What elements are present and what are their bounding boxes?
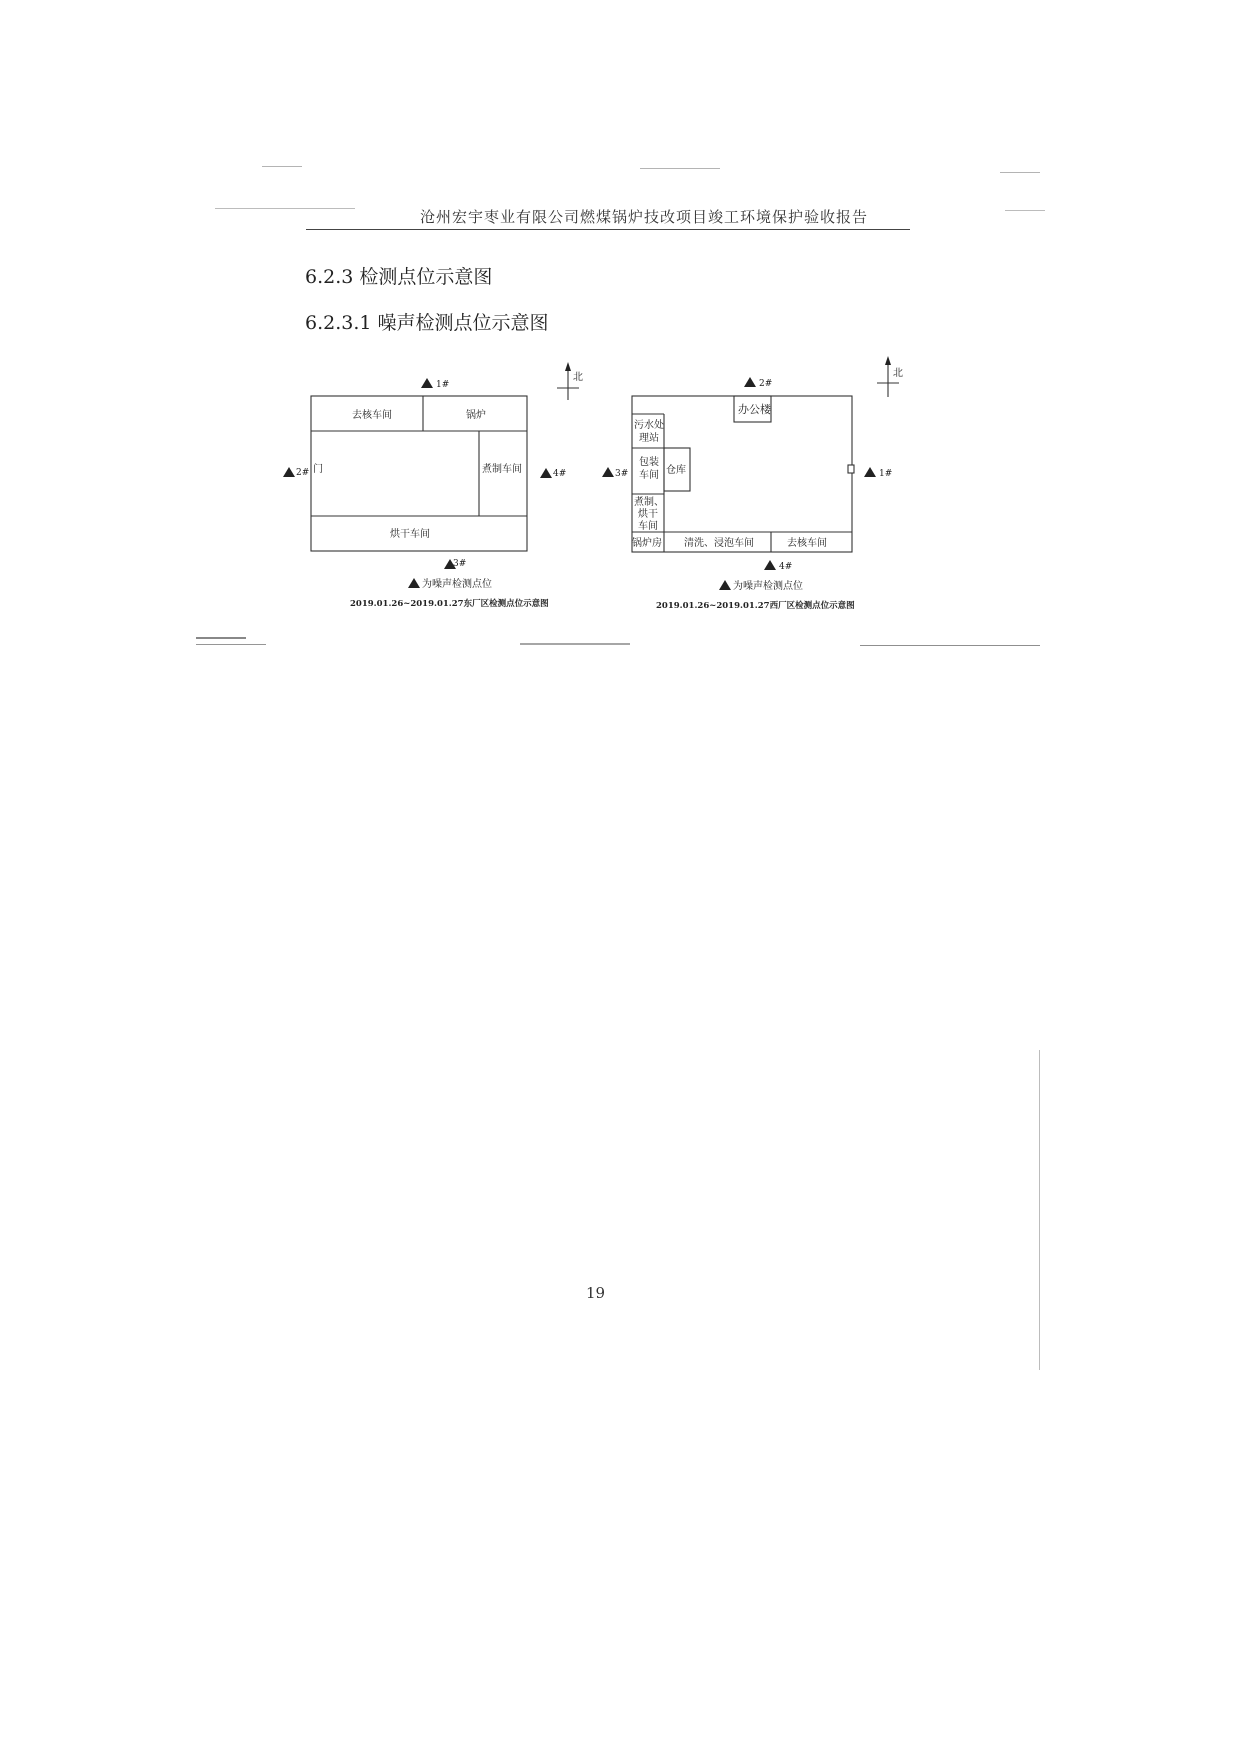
triangle-marker-icon <box>744 377 756 387</box>
room-label: 煮制、 <box>634 497 664 508</box>
point-label: 1# <box>879 469 893 479</box>
triangle-marker-icon <box>719 580 731 590</box>
legend-text: 为噪声检测点位 <box>733 581 803 592</box>
north-label: 北 <box>893 368 903 379</box>
room-label: 去核车间 <box>352 410 392 421</box>
room-label: 烘干 <box>638 509 658 520</box>
point-label: 3# <box>615 469 629 479</box>
room-label: 清洗、浸泡车间 <box>684 538 754 549</box>
triangle-marker-icon <box>283 467 295 477</box>
east-plant-diagram <box>311 360 899 552</box>
triangle-marker-icon <box>864 467 876 477</box>
point-label: 1# <box>436 380 450 390</box>
legend-text: 为噪声检测点位 <box>422 579 492 590</box>
room-label: 办公楼 <box>738 403 771 416</box>
room-label: 车间 <box>638 521 658 532</box>
room-label: 锅炉房 <box>632 538 662 549</box>
point-label: 2# <box>296 468 310 478</box>
noise-monitoring-diagrams <box>0 0 1240 700</box>
room-label: 理站 <box>639 433 659 444</box>
point-label: 4# <box>779 562 793 572</box>
room-label: 煮制车间 <box>482 464 522 475</box>
subsection-heading: 6.2.3.1 噪声检测点位示意图 <box>305 312 549 334</box>
point-label: 4# <box>553 469 567 479</box>
west-site-boundary <box>632 396 852 552</box>
north-arrowhead-icon <box>565 362 571 371</box>
triangle-marker-icon <box>602 467 614 477</box>
room-label: 包装 <box>639 457 659 468</box>
page-number: 19 <box>586 1284 606 1302</box>
room-label: 污水处 <box>634 420 664 431</box>
point-label: 3# <box>453 559 467 569</box>
room-label: 锅炉 <box>466 410 486 421</box>
room-label: 车间 <box>639 470 659 481</box>
room-label: 仓库 <box>666 465 686 476</box>
diagram-caption: 2019.01.26~2019.01.27西厂区检测点位示意图 <box>656 601 855 611</box>
point-label: 2# <box>759 379 773 389</box>
scan-mark <box>1039 1050 1040 1370</box>
north-label: 北 <box>573 372 583 383</box>
door-label: 门 <box>313 464 323 475</box>
north-arrowhead-icon <box>885 356 891 365</box>
section-heading: 6.2.3 检测点位示意图 <box>305 266 493 288</box>
triangle-marker-icon <box>408 578 420 588</box>
room-label: 去核车间 <box>787 538 827 549</box>
gate-marker <box>848 465 854 473</box>
room-label: 烘干车间 <box>390 529 430 540</box>
triangle-marker-icon <box>540 468 552 478</box>
diagram-caption: 2019.01.26~2019.01.27东厂区检测点位示意图 <box>350 599 549 609</box>
report-header-title: 沧州宏宇枣业有限公司燃煤锅炉技改项目竣工环境保护验收报告 <box>420 208 869 226</box>
triangle-marker-icon <box>421 378 433 388</box>
triangle-marker-icon <box>764 560 776 570</box>
